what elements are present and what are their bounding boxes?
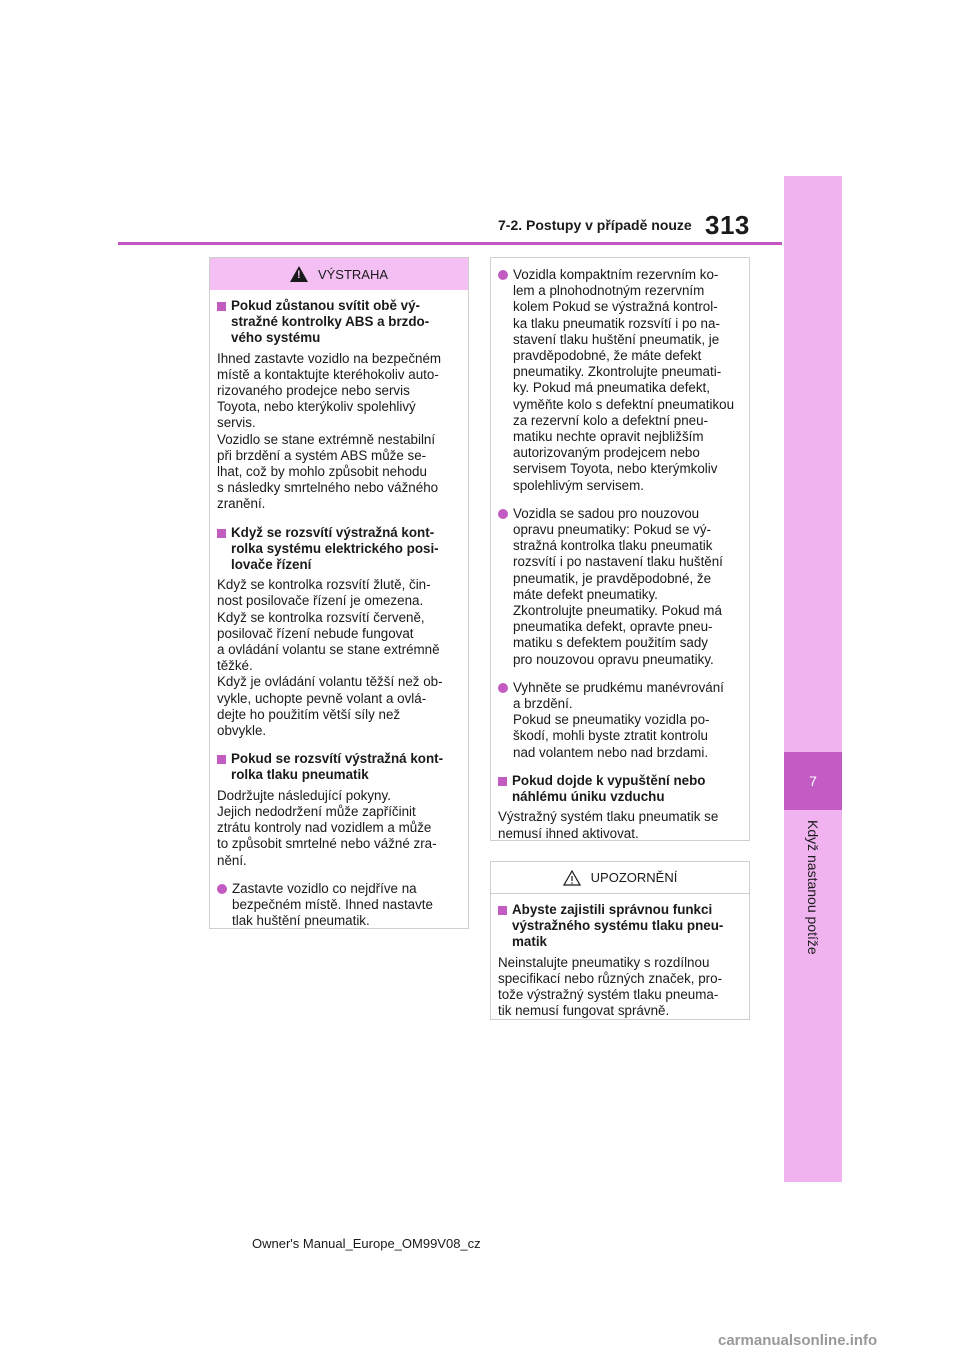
page-number: 313 bbox=[705, 210, 750, 240]
section-title: 7-2. Postupy v případě nouze bbox=[498, 217, 692, 233]
warning-block bbox=[217, 525, 462, 740]
caution-triangle-icon bbox=[563, 870, 581, 886]
caution-header bbox=[491, 862, 749, 894]
warning-box-left bbox=[209, 257, 469, 929]
block-text: Výstražný systém tlaku pneumatik se nemusí ihned aktivovat. bbox=[498, 809, 719, 841]
warning-triangle-icon bbox=[290, 266, 308, 282]
block-heading: Pokud zůstanou svítit obě vý- stražné kontrolky ABS a brzdo- vého systému bbox=[231, 298, 430, 346]
warning-block bbox=[217, 298, 462, 513]
bullet-text: Vozidla kompaktním rezervním ko- lem a plnohodnotným rezervním kolem Pokud se výstražná kontrol- ka tlaku pneumatik rozsvítí i po na- stavení tlaku huštění pneumatik, je pravděpodobné, že máte defekt pneumatiky. Zkontrolujte pneumati- ky. Pokud má pneumatika defekt, vyměňte kolo s defektní pneumatikou za rezervní kolo a defektní pneu- matiku nechte opravit nejbližším autorizovaným prodejcem nebo servisem Toyota, nebo kterýmkoliv spolehlivým servisem. bbox=[513, 267, 735, 493]
warning-block bbox=[217, 751, 462, 868]
block-heading: Když se rozsvítí výstražná kont- rolka systému elektrického posi- lovače řízení bbox=[231, 524, 439, 573]
square-bullet-icon bbox=[217, 302, 226, 311]
caution-title: UPOZORNĚNÍ bbox=[590, 870, 678, 885]
block-heading: Pokud se rozsvítí výstražná kont- rolka tlaku pneumatik bbox=[231, 751, 444, 783]
bullet-text: Vyhněte se prudkému manévrování a brzdění. Pokud se pneumatiky vozidla po- škodí, mohli byste ztratit kontrolu nad volantem nebo nad brzdami. bbox=[513, 679, 724, 760]
block-text: Ihned zastavte vozidlo na bezpečném místě a kontaktujte kteréhokoliv auto- rizovaného prodejce nebo servis Toyota, nebo kterýkoliv spolehlivý servis. Vozidlo se stane extrémně nestabilní při brzdění a systém ABS může se- lhat, což by mohlo způsobit nehodu s následky smrtelného nebo vážného zranění. bbox=[217, 350, 442, 512]
watermark: carmanualsonline.info bbox=[718, 1332, 878, 1349]
block-text: Neinstalujte pneumatiky s rozdílnou specifikací nebo různých značek, pro- tože výstražný systém tlaku pneuma- tik nemusí fungovat správně. bbox=[498, 954, 723, 1019]
chapter-name: Když nastanou potíže bbox=[805, 820, 821, 955]
round-bullet-icon bbox=[217, 884, 227, 894]
block-heading: Pokud dojde k vypuštění nebo náhlému úniku vzduchu bbox=[512, 772, 706, 805]
caution-block bbox=[498, 902, 743, 1019]
manual-name: Owner's Manual_Europe_OM99V08_cz bbox=[252, 1236, 481, 1251]
bullet-text: Zastavte vozidlo co nejdříve na bezpečném místě. Ihned nastavte tlak huštění pneumatik. bbox=[232, 880, 433, 929]
block-heading: Abyste zajistili správnou funkci výstražného systému tlaku pneu- matik bbox=[512, 902, 724, 950]
bullet-text: Vozidla se sadou pro nouzovou opravu pneumatiky: Pokud se vý- stražná kontrolka tlaku pneumatik rozsvítí i po nastavení tlaku huštění pneumatik, je pravděpodobné, že máte defekt pneumatiky. Zkontrolujte pneumatiky. Pokud má pneumatika defekt, opravte pneu- matiku s defektem použitím sady pro nouzovou opravu pneumatiky. bbox=[513, 505, 723, 667]
round-bullet-icon bbox=[498, 270, 508, 280]
square-bullet-icon bbox=[217, 529, 226, 538]
warning-title: VÝSTRAHA bbox=[317, 266, 389, 282]
bullet-item bbox=[498, 680, 743, 761]
block-text: Dodržujte následující pokyny. Jejich nedodržení může zapříčinit ztrátu kontroly nad vozidlem a může to způsobit smrtelné nebo vážné zra- nění. bbox=[217, 787, 437, 868]
chapter-side-tab bbox=[784, 176, 842, 1182]
square-bullet-icon bbox=[217, 755, 226, 764]
caution-box bbox=[490, 861, 750, 1020]
square-bullet-icon bbox=[498, 777, 507, 786]
square-bullet-icon bbox=[498, 906, 507, 915]
warning-header bbox=[210, 258, 468, 290]
round-bullet-icon bbox=[498, 683, 508, 693]
header-rule bbox=[118, 242, 782, 245]
round-bullet-icon bbox=[498, 509, 508, 519]
block-text: Když se kontrolka rozsvítí žlutě, čin- nost posilovače řízení je omezena. Když se kontrolka rozsvítí červeně, posilovač řízení nebude fungovat a ovládání volantu se stane extrémně těžké. Když je ovládání volantu těžší než ob- vykle, uchopte pevně volant a ovlá- dejte ho použitím větší síly než obvykle. bbox=[217, 577, 443, 739]
warning-block bbox=[498, 773, 743, 842]
bullet-item bbox=[217, 881, 462, 930]
bullet-item bbox=[498, 267, 743, 494]
bullet-item bbox=[498, 506, 743, 668]
chapter-number: 7 bbox=[784, 752, 842, 810]
warning-box-right bbox=[490, 257, 750, 841]
